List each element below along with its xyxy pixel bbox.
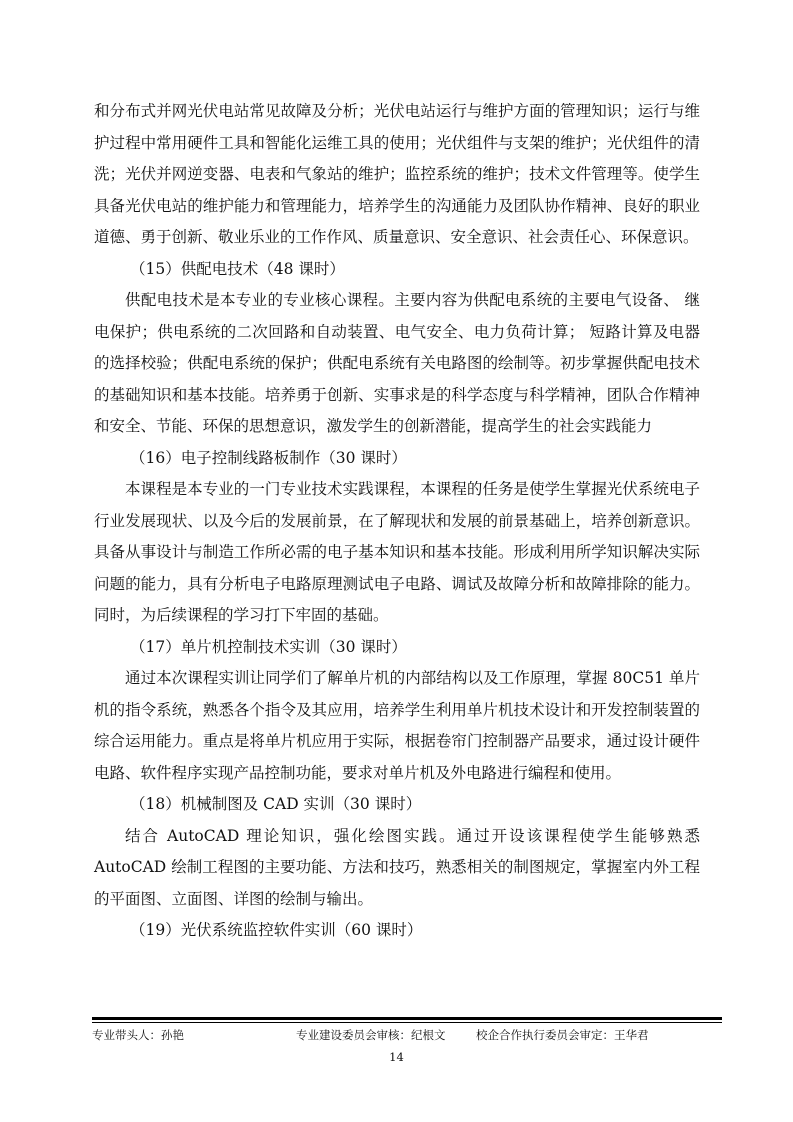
paragraph-intro: 和分布式并网光伏电站常见故障及分析；光伏电站运行与维护方面的管理知识；运行与维护过程中常用硬件工具和智能化运维工具的使用；光伏组件与支架的维护；光伏组件的清洗；光伏并网逆变器、电表和气象站的维护；监控系统的维护；技术文件管理等。使学生具备光伏电站的维护能力和管理能力，培养学生的沟通能力及团队协作精神、良好的职业道德、勇于创新、敬业乐业的工作作风、质量意识、安全意识、社会责任心、环保意识。 bbox=[94, 102, 700, 246]
heading-17: （17）单片机控制技术实训（30 课时） bbox=[130, 637, 407, 656]
paragraph-16: 本课程是本专业的一门专业技术实践课程，本课程的任务是使学生掌握光伏系统电子行业发展现状、以及今后的发展前景，在了解现状和发展的前景基础上，培养创新意识。具备从事设计与制造工作所必需的电子基本知识和基本技能。形成利用所学知识解决实际问题的能力，具有分析电子电路原理测试电子电路、调试及故障分析和故障排除的能力。同时，为后续课程的学习打下牢固的基础。 bbox=[94, 480, 700, 624]
footer-leader: 专业带头人：孙艳 bbox=[92, 1028, 184, 1042]
page-footer bbox=[92, 1027, 722, 1045]
paragraph-18: 结合 AutoCAD 理论知识，强化绘图实践。通过开设该课程使学生能够熟悉 AutoCAD 绘制工程图的主要功能、方法和技巧，熟悉相关的制图规定，掌握室内外工程的平面图、立面图、详图的绘制与输出。 bbox=[94, 826, 700, 908]
heading-15: （15）供配电技术（48 课时） bbox=[130, 259, 345, 278]
paragraph-15: 供配电技术是本专业的专业核心课程。主要内容为供配电系统的主要电气设备、 继电保护；供电系统的二次回路和自动装置、电气安全、电力负荷计算； 短路计算及电器的选择校验；供配电系统的保护；供配电系统有关电路图的绘制等。初步掌握供配电技术的基础知识和基本技能。培养勇于创新、实事求是的科学态度与科学精神，团队合作精神和安全、节能、环保的思想意识，激发学生的创新潜能，提高学生的社会实践能力 bbox=[94, 291, 700, 435]
paragraph-17: 通过本次课程实训让同学们了解单片机的内部结构以及工作原理，掌握 80C51 单片机的指令系统，熟悉各个指令及其应用，培养学生利用单片机技术设计和开发控制装置的综合运用能力。重点是将单片机应用于实际，根据卷帘门控制器产品要求，通过设计硬件电路、软件程序实现产品控制功能，要求对单片机及外电路进行编程和使用。 bbox=[94, 669, 700, 782]
footer-committee: 专业建设委员会审核：纪根文 bbox=[296, 1028, 446, 1042]
page-number: 14 bbox=[389, 1050, 404, 1064]
heading-18: （18）机械制图及 CAD 实训（30 课时） bbox=[130, 795, 422, 813]
footer-school-committee: 校企合作执行委员会审定：王华君 bbox=[476, 1028, 649, 1042]
document-body bbox=[94, 96, 700, 947]
heading-16: （16）电子控制线路板制作（30 课时） bbox=[130, 448, 407, 467]
heading-19: （19）光伏系统监控软件实训（60 课时） bbox=[130, 921, 423, 939]
footer-divider-thick bbox=[92, 1017, 722, 1020]
footer-divider-thin bbox=[92, 1022, 722, 1023]
